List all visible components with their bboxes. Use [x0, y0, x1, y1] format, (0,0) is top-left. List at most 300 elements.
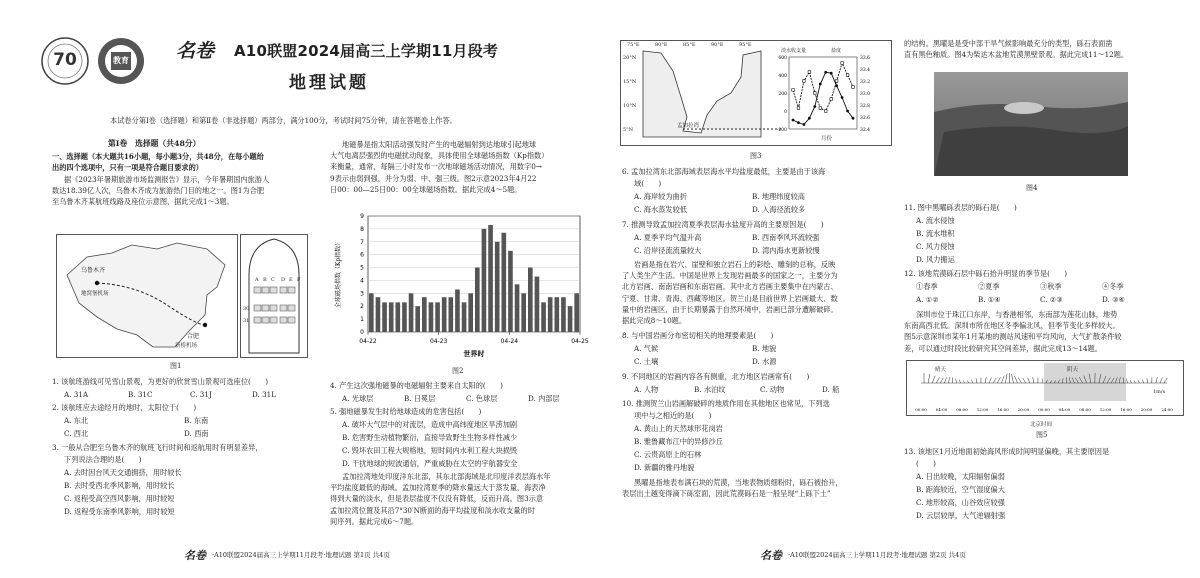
freshwater-point [841, 96, 844, 99]
map-label-urumqi: 乌鲁木齐 [81, 267, 106, 274]
q13-option-b[interactable]: B. 距海较近，空气湿度偏大 [916, 485, 1005, 494]
freshwater-point [803, 123, 806, 126]
figure-3 [620, 40, 892, 146]
passage-line: 直有黑色釉质。图4为柴达木盆地荒漠黑壁景观。据此完成11～12题。 [904, 50, 1129, 60]
question-12-stem: 12. 该地荒漠砾石层中砾石抬升明显的季节是( ) [904, 269, 1068, 278]
kp-bar [541, 302, 546, 332]
figure-4-photo [934, 72, 1128, 176]
wind-vector [1005, 374, 1007, 383]
q5-option-a[interactable]: A. 破坏大气层中的对流层，造成中高纬度地区旱涝加剧 [342, 420, 518, 429]
question-1-stem: 1. 该航班游线可见雪山景观，为更好的欣赏雪山景观可选座位( ) [52, 377, 269, 386]
wind-vector [1012, 374, 1014, 383]
q13-option-a[interactable]: A. 日出较晚，太阳辐射偏弱 [916, 472, 1005, 481]
freshwater-point [835, 84, 838, 87]
salinity-point [841, 62, 844, 65]
kp-bar-chart [328, 210, 590, 360]
seat-letter: C [271, 277, 275, 283]
passage-line: 孟加拉湾位置及其沿7°30′N断面的海平均盐度和淡水收支量的时 [330, 505, 535, 515]
fig3-lon: 80°E [655, 42, 668, 48]
q7-option-d[interactable]: D. 湾内海水更新较慢 [752, 246, 820, 255]
kp-bar [409, 293, 414, 332]
wind-vector [928, 374, 930, 383]
kp-bar [528, 268, 533, 332]
y-axis-label: 全球磁场指数（Kp指数） [335, 239, 342, 309]
fig3-lon: 75°E [627, 42, 640, 48]
kp-bar [482, 229, 487, 332]
q12-season-2: ②夏季 [978, 282, 1000, 291]
wind-vector-chart [907, 361, 1183, 415]
fig3-lon: 90°E [711, 42, 724, 48]
figure-1-caption: 图1 [170, 362, 182, 370]
question-5-stem: 5. 强地磁暴发生时给地球造成的危害包括( ) [330, 407, 482, 416]
fig3-lon: 95°E [739, 42, 752, 48]
question-10-stem: 10. 推测贺兰山岩画解破碎的地质作用在其他地区也常见，下列选 [622, 399, 830, 408]
seat-letter: E [289, 277, 293, 283]
q2-option-d[interactable]: D. 西南 [184, 429, 209, 438]
q13-option-d[interactable]: D. 云层较厚，大气逆辐射强 [916, 511, 1006, 520]
fig3-plot-frame [789, 57, 857, 129]
fig3-right-tick: 33.6 [860, 56, 871, 61]
salinity-point [835, 80, 838, 83]
kp-bar [475, 268, 480, 332]
wind-vector [967, 380, 969, 383]
salinity-point [846, 74, 849, 77]
wind-vector [976, 379, 977, 383]
fig3-lon: 85°E [683, 42, 696, 48]
salinity-point [852, 86, 855, 89]
seat-letter: D [281, 277, 286, 283]
kp-bar [402, 302, 407, 332]
fig5-x-tick: 04:00 [935, 407, 948, 412]
question-3-stem: 3. 一般从合肥至乌鲁木齐的航班飞行时间和返航用时有明显差异， [52, 443, 263, 452]
passage-line: 平均盐度最低的海域。孟加拉湾夏季的降水量远大于蒸发量，海表净 [330, 483, 546, 493]
passage-line: 的结构。黑曜是是受中部干旱气候影响最充分的类型，砾石表面凿 [904, 39, 1113, 48]
seat-letter: B [263, 277, 267, 283]
passage-line: 差，可以通过时段比较研究其空间差异，据此完成13～14题。 [904, 343, 1102, 353]
salinity-point [814, 92, 817, 95]
question-4-stem: 4. 产生这次强地磁暴的电磁辐射主要来自太阳的( ) [330, 381, 503, 390]
kp-bar [508, 251, 513, 332]
passage-line: 地磁暴是指太阳活动强发时产生的电磁辐射到达地球引起地球 [342, 140, 537, 149]
kp-bar [568, 306, 573, 332]
q12-option-d[interactable]: D. ③④ [1102, 295, 1125, 304]
passage-line: 据此完成8～10题。 [622, 316, 687, 326]
y-tick-label: 9 [360, 213, 364, 220]
q3-option-b[interactable]: B. 去时受西北季风影响，用时较长 [64, 481, 175, 490]
fig3-xlabel: 月份 [821, 136, 833, 142]
kp-bar [369, 293, 374, 332]
q1-option-b[interactable]: B. 31C [128, 390, 153, 399]
passage-line: 图5示意深圳市某年1月某地的测站风速和平均风向，大气扩散条件较 [904, 332, 1122, 342]
q12-season-3: ③秋季 [1040, 282, 1062, 291]
kp-bar [382, 302, 387, 332]
passage-line: 表层出土越变得滴下砾室面，因此荒漠砾石是一般呈现“上砾下土” [622, 489, 831, 499]
wind-vector [948, 377, 949, 383]
figure-1-map [56, 234, 238, 358]
y-tick-label: 0 [360, 329, 364, 336]
q7-option-a[interactable]: A. 夏季平均气温升高 [634, 233, 702, 242]
wind-vector [1023, 378, 1026, 383]
q6-option-a[interactable]: A. 海岸较为曲折 [634, 192, 687, 201]
freshwater-point [792, 119, 795, 122]
salinity-point [792, 89, 795, 92]
freshwater-point [852, 117, 855, 120]
fig5-x-tick: 16:00 [1120, 407, 1132, 412]
wind-vector [1160, 378, 1162, 383]
footer-brand-mark: 名卷 [760, 549, 782, 562]
passage-line: 北方岩画、南南岩画和东南岩画。其中北方岩画主要集中在内蒙古、 [622, 282, 838, 292]
passage-line: 岩画是指在岩穴、崖壁和独立岩石上的彩绘、雕刻的总称，反映 [634, 260, 836, 269]
question-10-stem-cont: 项中与之相近的是( ) [634, 411, 712, 420]
page-footer: ·A10联盟2024届高三上学期11月段考·地理试题 第1页 共4页 [212, 551, 390, 559]
question-7-stem: 7. 推测导致孟加拉湾夏季表层海水盐度升高的主要原因是( ) [622, 220, 824, 229]
q9-option-d[interactable]: D. 船 [822, 385, 840, 394]
figure-4-caption: 图4 [1026, 184, 1038, 192]
q9-option-b[interactable]: B. 水泊纹 [694, 385, 726, 394]
question-6-stem-cont: 域( ) [634, 179, 662, 188]
kp-bar [376, 297, 381, 332]
school-logo-70 [40, 36, 90, 86]
passage-line: 间序列。据此完成6～7题。 [330, 516, 419, 526]
fig3-lat: 20°N [623, 55, 637, 61]
q6-option-b[interactable]: B. 地理纬度较高 [752, 192, 805, 201]
fig5-x-tick: 24:00 [1161, 407, 1173, 412]
q3-option-d[interactable]: D. 返程受东南季风影响，用时较短 [64, 507, 175, 516]
passage-line: 据《2023年暑期旅游市场监测报告》显示，今年暑期国内旅游人 [64, 175, 270, 184]
q8-option-c[interactable]: C. 土壤 [634, 357, 659, 366]
seat-letter: F [297, 277, 301, 283]
figure-2-chart [328, 210, 590, 360]
kp-bar [442, 297, 447, 332]
q10-option-a[interactable]: A. 黄山上的天然球形花岗岩 [634, 424, 723, 433]
logo-education-text: 教育 [113, 56, 129, 65]
question-11-stem: 11. 图中黑曜砾表层的砾石是( ) [904, 203, 1017, 212]
fig5-xlabel: 北京时间 [1030, 422, 1053, 428]
q11-option-d[interactable]: D. 风力搬运 [916, 255, 955, 264]
fig5-x-tick: 20:00 [1017, 407, 1030, 412]
q4-option-c[interactable]: C. 色球层 [466, 394, 498, 403]
y-tick-label: 3 [360, 290, 364, 298]
kp-bar [389, 302, 394, 332]
q4-option-d[interactable]: D. 内部层 [528, 394, 560, 403]
question-13-stem: 13. 该地区1月近地面初始海风形成时间明显偏晚，其主要原因是 [904, 447, 1110, 456]
fig3-left-tick: 0 [784, 110, 787, 115]
y-tick-label: 7 [360, 238, 364, 246]
x-tick-label: 04-22 [359, 338, 377, 345]
wind-vector [956, 379, 957, 383]
passage-5-continued [904, 38, 1180, 60]
exam-subject: 地理试题 [289, 73, 369, 93]
passage-line: 了人类生产生活。中国是世界上发现岩画最多的国家之一，主要分为 [622, 271, 838, 281]
wind-vector [936, 377, 939, 383]
fig3-left-tick: -200 [776, 128, 787, 133]
q2-option-c[interactable]: C. 西北 [64, 429, 89, 438]
q12-season-1: ①春季 [916, 282, 938, 291]
fig3-right-tick: 32.4 [860, 128, 871, 133]
wind-vector [1126, 379, 1127, 383]
salinity-point [824, 110, 827, 113]
question-9-stem: 9. 不同地区的岩画内容各有侧重，北方地区岩画常有( ) [622, 372, 810, 381]
figure-1-seatmap [240, 234, 308, 358]
freshwater-point [824, 71, 827, 74]
fig5-x-tick: 20:00 [1140, 407, 1153, 412]
passage-line: 深圳市位于珠江口东岸，与香港相邻，东南部为莲花山脉，地势 [916, 310, 1118, 319]
figure-5-caption: 图5 [1036, 431, 1048, 439]
y-tick-label: 2 [360, 303, 364, 311]
q5-option-b[interactable]: B. 危害野生动植物繁衍，直接导致野生生物多样性减少 [342, 433, 518, 442]
q10-option-d[interactable]: D. 新疆的雅丹地貌 [634, 463, 695, 472]
passage-line: 至乌鲁木齐某航班线路及座位示意图，据此完成1～3题。 [52, 197, 234, 207]
salinity-point [830, 98, 833, 101]
wind-vector [1033, 377, 1034, 383]
q8-option-d[interactable]: D. 水源 [752, 357, 777, 366]
q7-option-c[interactable]: C. 沿岸径流流量较大 [634, 246, 702, 255]
wind-vector [1134, 380, 1136, 383]
fig3-right-tick: 32.8 [860, 104, 871, 109]
map-label-hefei: 合肥 [187, 333, 200, 340]
freshwater-point [808, 117, 811, 120]
wind-vector [1130, 380, 1131, 383]
fig3-left-tick: 600 [778, 56, 787, 61]
x-tick-label: 04-23 [429, 338, 448, 345]
y-tick-label: 4 [360, 277, 364, 285]
figure-2-caption: 图2 [452, 367, 464, 375]
q11-option-b[interactable]: B. 流水堆积 [916, 229, 955, 238]
fig3-right-tick: 33.2 [860, 80, 871, 85]
y-tick-label: 6 [360, 251, 364, 259]
fig3-lat: 5°N [623, 127, 634, 133]
q5-option-c[interactable]: C. 毁坏农田工程大规格地，短时间内水利工程大块损毁 [342, 446, 518, 455]
seat-letter: A [255, 277, 259, 283]
q11-option-a[interactable]: A. 流水侵蚀 [916, 216, 955, 225]
q12-season-4: ④冬季 [1102, 282, 1124, 291]
freshwater-point [819, 83, 822, 86]
freshwater-point [813, 105, 816, 108]
fig3-legend-freshwater: 淡水收支量 [781, 48, 807, 54]
q1-option-c[interactable]: C. 31J [190, 390, 212, 399]
kp-bar [429, 302, 434, 332]
q2-option-b[interactable]: B. 东南 [184, 416, 209, 425]
freshwater-point [846, 110, 849, 113]
brand-mark [176, 36, 214, 63]
wind-vector [993, 378, 996, 383]
exam-instructions: 本试卷分第Ⅰ卷（选择题）和第Ⅱ卷（非选择题）两部分，满分100分，考试时间75分钟，请在答题卷上作答。 [110, 116, 457, 125]
kp-bar [574, 293, 579, 332]
cloudy-shade [1044, 363, 1126, 401]
kp-bar [535, 277, 540, 332]
wind-vector [985, 377, 986, 383]
x-tick-label: 04-25 [571, 338, 589, 345]
kp-bar [555, 297, 560, 332]
wind-vector [1156, 377, 1157, 383]
fig5-label-clear: 晴天 [935, 367, 947, 373]
kp-bar [495, 242, 500, 332]
wind-vector [1001, 376, 1004, 383]
q9-option-c[interactable]: C. 动物 [760, 385, 785, 394]
passage-line: 大气电离层强烈的电磁扰动现象，具体使用全球磁场指数（Kp指数） [330, 151, 549, 161]
fig5-x-tick: 12:00 [976, 407, 989, 412]
kp-bar [422, 297, 427, 332]
q10-option-b[interactable]: B. 雅鲁藏布江中的异修沙丘 [634, 437, 723, 446]
kp-bar [502, 233, 507, 332]
kp-bar [561, 297, 566, 332]
fig3-right-tick: 33.4 [860, 68, 871, 73]
brand-script: 名卷 [176, 40, 215, 62]
footer-brand-mark: 名卷 [184, 549, 206, 562]
q12-option-a[interactable]: A. ①② [916, 295, 939, 304]
y-tick-label: 5 [360, 264, 364, 272]
kp-bar [515, 284, 520, 332]
wind-vector [1018, 377, 1021, 383]
wind-vector [1042, 379, 1043, 383]
q1-option-d[interactable]: D. 31L [252, 390, 276, 399]
figure-3-caption: 图3 [750, 152, 762, 160]
q11-option-c[interactable]: C. 风力侵蚀 [916, 242, 955, 251]
section-title: 第Ⅰ卷 选择题（共48分） [108, 139, 201, 148]
passage-3 [330, 471, 592, 527]
kp-bar [435, 302, 440, 332]
q10-option-c[interactable]: C. 云贵高原上的石林 [634, 450, 702, 459]
exam-page-2 [600, 0, 1200, 578]
q4-option-a[interactable]: A. 光球层 [342, 394, 374, 403]
kp-bar [396, 302, 401, 332]
kp-bar [462, 302, 467, 332]
fig5-x-tick: 12:00 [1099, 407, 1112, 412]
salinity-point [819, 107, 822, 110]
q12-option-c[interactable]: C. ②③ [1040, 295, 1063, 304]
q6-option-d[interactable]: D. 入海径流较多 [752, 205, 806, 214]
salinity-point [797, 107, 800, 110]
wind-vector [1138, 380, 1140, 383]
passage-line: 日00：00—25日00：00全球磁场指数。据此完成4～5题。 [330, 184, 522, 194]
bay-of-bengal-figure [621, 41, 891, 145]
salinity-line [793, 63, 853, 111]
q12-option-b[interactable]: B. ①④ [978, 295, 1001, 304]
wind-vector [1142, 380, 1143, 383]
question-6-stem: 6. 孟加拉湾东北部海域表层海水平均盐度最低，主要是由于该海 [622, 167, 826, 176]
wind-vector [997, 377, 1000, 383]
q5-option-d[interactable]: D. 干扰地球的短波通信，严重威胁在太空的宇航器安全 [342, 459, 518, 468]
q4-option-b[interactable]: B. 日冕层 [404, 394, 436, 403]
fig5-x-tick: 00:00 [915, 407, 927, 412]
wind-vector [971, 380, 972, 383]
passage-line: 9表示由弱到强，并分为弱、中、强三级。图2示意2023年4月22 [330, 173, 537, 183]
passage-line: 黑曜是指地表布满石块的荒漠，当地表物质细粉时，砾石被抬升， [634, 478, 843, 487]
section-intro-2: 出的四个选项中，只有一项是符合题目要求的） [52, 163, 203, 172]
seat-row-number: 31 [243, 318, 250, 324]
q8-option-a[interactable]: A. 气候 [634, 344, 659, 353]
freshwater-point [797, 121, 800, 124]
salinity-point [803, 80, 806, 83]
wind-vector [1027, 377, 1029, 383]
q3-option-a[interactable]: A. 去时因台风天交通拥挤，用时较长 [64, 468, 182, 477]
fig3-right-tick: 33.0 [860, 92, 871, 97]
freshwater-point [830, 72, 833, 75]
wind-vector [989, 378, 991, 383]
fig3-left-tick: 400 [778, 74, 787, 79]
q1-option-a[interactable]: A. 31A [64, 390, 89, 399]
passage-line: 数达18.39亿人次，乌鲁木齐成为旅游热门目的地之一。图1为合肥 [52, 186, 265, 196]
figure-5-wind-chart [906, 360, 1184, 416]
kp-bar [521, 293, 526, 332]
fig5-x-tick: 08:00 [956, 407, 968, 412]
y-tick-label: 8 [360, 225, 364, 233]
passage-line: 得到大量的淡水，但是表层盐度不仅没有降低，反而升高。图3示意 [330, 494, 544, 504]
y-tick-label: 1 [360, 316, 364, 324]
fig5-label-unit: 1m/s [1153, 389, 1166, 395]
fig5-x-tick: 08:00 [1079, 407, 1091, 412]
passage-line: 孟加拉湾地处印度洋东北部，其东北部海域是北印度洋表层海水年 [342, 472, 551, 481]
passage-5 [622, 477, 886, 499]
q2-option-a[interactable]: A. 东北 [64, 416, 89, 425]
wind-vector [963, 380, 965, 383]
passage-1 [52, 174, 310, 208]
q9-option-a[interactable]: A. 人物 [634, 385, 659, 394]
x-axis-label: 世界时 [463, 349, 485, 358]
page-footer: ·A10联盟2024届高三上学期11月段考·地理试题 第2页 共4页 [788, 551, 966, 559]
passage-line: 来衡量，通常，每隔三小时发布一次地球磁场活动情况，用数字0→ [330, 162, 542, 172]
passage-6 [904, 309, 1180, 354]
q6-option-c[interactable]: C. 海水蒸发较低 [634, 205, 687, 214]
fig5-x-tick: 00:00 [1038, 407, 1050, 412]
wind-vector [1147, 378, 1148, 383]
map-label-diwopu: 地窝堡机场 [81, 291, 109, 297]
passage-line: 东南高西北低。深圳市所在地区冬季偏北风，但季节变化多样较大。 [904, 321, 1120, 331]
fig3-lat: 15°N [623, 79, 637, 85]
fig3-legend-salinity: 盐度 [831, 48, 842, 54]
q3-option-c[interactable]: C. 返程受高空西风影响，用时较短 [64, 494, 175, 503]
passage-2 [330, 139, 592, 195]
question-8-stem: 8. 与中国岩画分布密切相关的地理要素是( ) [622, 331, 774, 340]
wind-vector [1014, 376, 1017, 383]
wind-vector [944, 377, 946, 383]
map-label-xinqiao: 新桥机场 [175, 343, 198, 349]
q8-option-b[interactable]: B. 地貌 [752, 344, 777, 353]
q7-option-b[interactable]: B. 西南季风环流较强 [752, 233, 820, 242]
question-13-stem-cont: ( ) [916, 459, 936, 468]
x-tick-label: 04-24 [500, 338, 519, 345]
kp-bar [455, 289, 460, 332]
question-2-stem: 2. 该航班应去途经月的地时，太阳位于( ) [52, 403, 197, 412]
wind-vector [1164, 378, 1167, 383]
kp-bar [548, 297, 553, 332]
fig5-x-tick: 16:00 [997, 407, 1009, 412]
freshwater-line [793, 72, 853, 124]
kp-bar [449, 297, 454, 332]
fig5-label-cloudy: 阴天 [1067, 367, 1079, 373]
kp-bar [415, 306, 420, 332]
fig3-lat: 10°N [623, 103, 637, 109]
fig3-right-tick: 32.6 [860, 116, 871, 121]
fig5-x-tick: 04:00 [1058, 407, 1071, 412]
logo-anniversary-text: 70 [53, 50, 77, 70]
kp-bar [468, 293, 473, 332]
wind-vector [959, 380, 960, 383]
passage-line: 宁夏、甘肃、青海、西藏等地区。贺兰山是目前世界上岩画最大、数 [622, 293, 838, 303]
exam-title: A10联盟2024届高三上学期11月段考 [234, 42, 499, 60]
passage-4 [622, 259, 886, 326]
seat-row-number: 30 [243, 306, 250, 312]
section-intro-1: 一、选择题（本大题共16小题，每小题3分，共48分，在每小题给 [52, 152, 264, 161]
fig3-left-tick: 200 [778, 92, 787, 97]
fig3-place-label: 孟加拉湾 [677, 123, 700, 129]
passage-line: 量中的岩画区，由于长期暴露于自然环境中，岩画已部分遭解破碎。 [622, 304, 838, 314]
q13-option-c[interactable]: C. 地形较高，山谷效应较强 [916, 498, 1005, 507]
salinity-point [808, 71, 811, 74]
question-3-stem-cont: 下列说法合理的是( ) [64, 455, 142, 464]
wind-vector [932, 376, 935, 383]
kp-bar [488, 225, 493, 332]
